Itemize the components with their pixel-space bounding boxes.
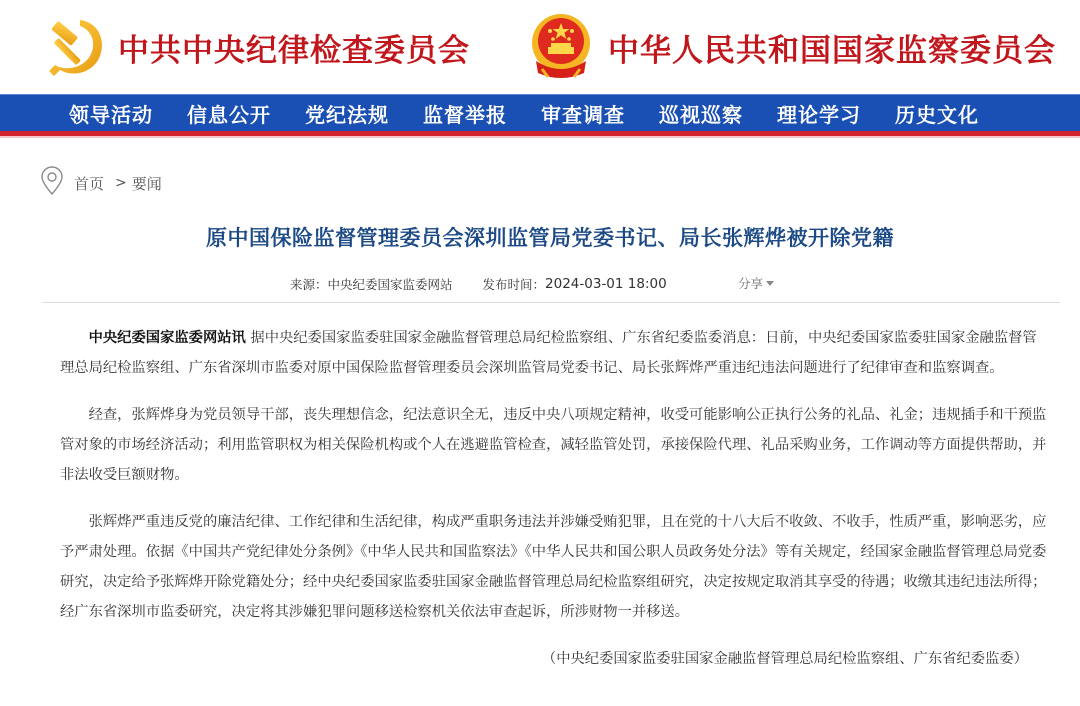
nav-item-supervision-report[interactable]: 监督举报 <box>423 102 507 127</box>
meta-divider <box>42 302 1060 303</box>
nav-item-leadership[interactable]: 领导活动 <box>69 102 153 127</box>
main-nav <box>0 94 1080 131</box>
breadcrumb-separator: > <box>115 175 127 191</box>
nav-item-theory-study[interactable]: 理论学习 <box>777 102 861 127</box>
source-label: 来源：中央纪委国家监委网站 <box>290 277 453 292</box>
nav-item-history-culture[interactable]: 历史文化 <box>895 102 979 127</box>
paragraph-3: 张辉烨严重违反党的廉洁纪律、工作纪律和生活纪律，构成严重职务违法并涉嫌受贿犯罪，且在党的十八大后不收敛、不收手，性质严重，影响恶劣，应予严肃处理。依据《中国共产党纪律处分条例》《中华人民共和国监察法》《中华人民共和国公职人员政务处分法》等有关规定，经国家金融监督管理总局党委研究，决定给予张辉烨开除党籍处分；经中央纪委国家监委驻国家金融监督管理总局纪检监察组研究，决定按规定取消其享受的待遇；收缴其违纪违法所得；经广东省深圳市监委研究，决定将其涉嫌犯罪问题移送检察机关依法审查起诉，所涉财物一并移送。 <box>60 514 1047 620</box>
ccdi-title: 中共中央纪律检查委员会 <box>118 32 470 69</box>
chevron-down-icon <box>766 281 774 286</box>
article-body <box>60 323 1050 691</box>
site-header <box>0 0 1080 94</box>
breadcrumb <box>40 168 162 198</box>
article-meta <box>290 275 667 293</box>
lead-source: 中央纪委国家监委网站讯 <box>88 330 246 346</box>
paragraph-1: 中央纪委国家监委网站讯 据中央纪委国家监委驻国家金融监督管理总局纪检监察组、广东省纪委监委消息：日前，中央纪委国家监委驻国家金融监督管理总局纪检监察组、广东省深圳市监委对原中国保险监督管理委员会深圳监管局党委书记、局长张辉烨严重违纪违法问题进行了纪律审查和监察调查。 <box>60 330 1037 376</box>
ccdi-brand[interactable] <box>42 0 470 94</box>
article-attribution: （中央纪委国家监委驻国家金融监督管理总局纪检监察组、广东省纪委监委） <box>541 651 1028 667</box>
hammer-sickle-icon <box>42 14 108 80</box>
share-button[interactable] <box>738 274 774 292</box>
nsc-brand[interactable] <box>528 0 1056 94</box>
share-label: 分享 <box>738 276 764 291</box>
paragraph-2: 经查，张辉烨身为党员领导干部，丧失理想信念，纪法意识全无，违反中央八项规定精神，收受可能影响公正执行公务的礼品、礼金；违规插手和干预监管对象的市场经济活动；利用监管职权为相关保险机构或个人在逃避监管检查，减轻监管处罚，承接保险代理、礼品采购业务，工作调动等方面提供帮助，并非法收受巨额财物。 <box>60 407 1047 483</box>
breadcrumb-home[interactable]: 首页 <box>74 174 105 193</box>
nav-item-party-regulations[interactable]: 党纪法规 <box>305 102 389 127</box>
nav-accent-shadow <box>0 136 1080 138</box>
publish-time: 2024-03-01 18:00 <box>545 276 667 292</box>
nav-item-inspection[interactable]: 巡视巡察 <box>659 102 743 127</box>
location-pin-icon <box>40 166 64 200</box>
nav-item-info-disclosure[interactable]: 信息公开 <box>187 102 271 127</box>
publish-label: 发布时间： <box>482 277 546 292</box>
article-title: 原中国保险监督管理委员会深圳监管局党委书记、局长张辉烨被开除党籍 <box>206 226 894 250</box>
nav-item-investigation[interactable]: 审查调查 <box>541 102 625 127</box>
nsc-title: 中华人民共和国国家监察委员会 <box>608 32 1056 69</box>
breadcrumb-news[interactable]: 要闻 <box>131 174 162 193</box>
national-emblem-icon <box>528 11 594 83</box>
